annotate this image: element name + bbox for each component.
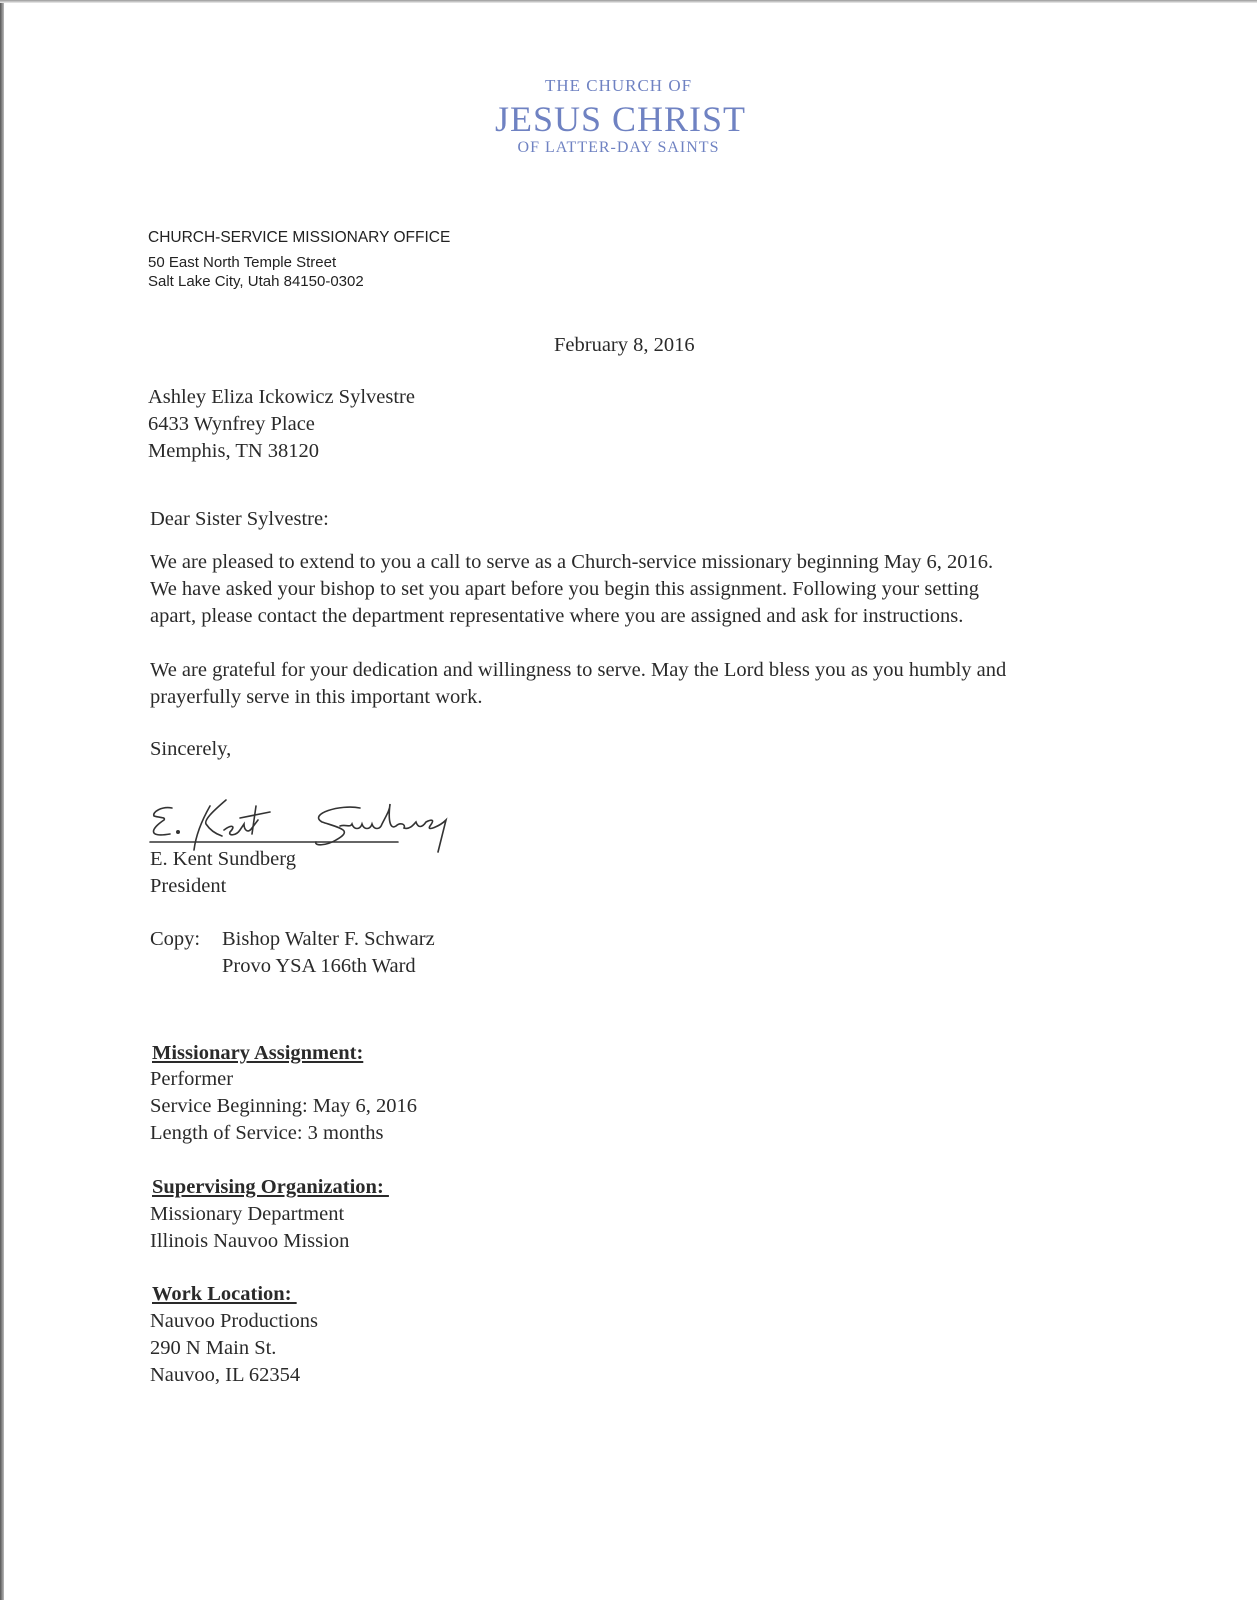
work-location-line1: Nauvoo Productions — [150, 1310, 318, 1332]
signer-title: President — [150, 875, 227, 897]
copy-line2: Provo YSA 166th Ward — [222, 955, 416, 977]
assignment-role: Performer — [150, 1068, 234, 1090]
recipient-city: Memphis, TN 38120 — [148, 440, 320, 462]
supervising-heading: Supervising Organization: — [152, 1176, 389, 1198]
work-location-line2: 290 N Main St. — [150, 1337, 277, 1359]
office-street: 50 East North Temple Street — [148, 254, 337, 271]
supervising-line1: Missionary Department — [150, 1203, 345, 1225]
paragraph-line: We are grateful for your dedication and willingness to serve. May the Lord bless you as you humbly and — [150, 659, 1007, 681]
paragraph-line: We are pleased to extend to you a call to serve as a Church-service missionary beginning May 6, 2016. — [150, 551, 994, 573]
scan-edge — [0, 0, 1257, 3]
supervising-line2: Illinois Nauvoo Mission — [150, 1230, 350, 1252]
closing: Sincerely, — [150, 738, 232, 760]
office-city: Salt Lake City, Utah 84150-0302 — [148, 273, 364, 290]
copy-line1: Bishop Walter F. Schwarz — [222, 928, 435, 950]
paragraph-line: We have asked your bishop to set you apart before you begin this assignment. Following your setting — [150, 578, 980, 600]
work-location-line3: Nauvoo, IL 62354 — [150, 1364, 301, 1386]
paragraph-line: apart, please contact the department representative where you are assigned and ask for instructions. — [150, 605, 964, 627]
work-location-heading: Work Location: — [152, 1283, 297, 1305]
copy-label: Copy: — [150, 928, 201, 950]
signer-name: E. Kent Sundberg — [150, 848, 296, 870]
letterhead-line1: THE CHURCH OF — [544, 76, 693, 95]
letterhead-line3: OF LATTER-DAY SAINTS — [517, 139, 720, 156]
letterhead-line2: JESUS CHRIST — [494, 99, 747, 139]
salutation: Dear Sister Sylvestre: — [150, 508, 329, 530]
office-name: CHURCH-SERVICE MISSIONARY OFFICE — [148, 229, 451, 246]
scan-edge — [0, 0, 4, 1600]
paragraph-1 — [150, 549, 1110, 630]
recipient-name: Ashley Eliza Ickowicz Sylvestre — [148, 386, 415, 408]
recipient-street: 6433 Wynfrey Place — [148, 413, 315, 435]
paragraph-line: prayerfully serve in this important work. — [150, 686, 483, 708]
assignment-beginning: Service Beginning: May 6, 2016 — [150, 1095, 418, 1117]
letter-date: February 8, 2016 — [554, 334, 695, 356]
assignment-heading: Missionary Assignment: — [152, 1042, 364, 1064]
paragraph-2 — [150, 657, 1110, 711]
assignment-length: Length of Service: 3 months — [150, 1122, 384, 1144]
